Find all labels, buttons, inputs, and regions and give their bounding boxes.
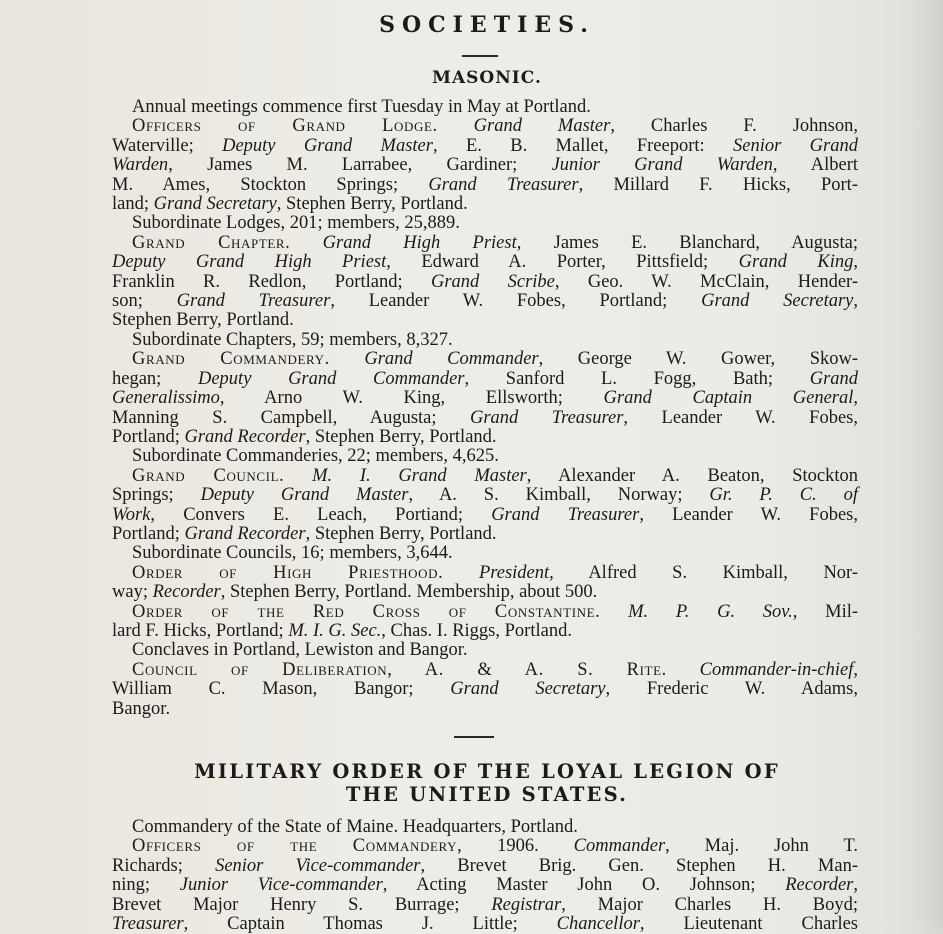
section-heading-loyal-legion: MILITARY ORDER OF THE LOYAL LEGION OF THE UNITED STATES.	[194, 760, 780, 806]
text-line: Stephen Berry, Portland.	[112, 310, 294, 331]
text-line: son; Grand Treasurer, Leander W. Fobes, Portland; Grand Secretary,	[112, 291, 858, 312]
society-name: Officers of Grand Lodge.	[132, 116, 438, 137]
text-line: Springs; Deputy Grand Master, A. S. Kimball, Norway; Gr. P. C. of	[112, 485, 858, 506]
text-line: land; Grand Secretary, Stephen Berry, Portland.	[112, 194, 468, 215]
section-heading-masonic: MASONIC.	[432, 68, 542, 88]
text-line: Grand Chapter. Grand High Priest, James E. Blanchard, Augusta;	[132, 232, 858, 253]
page-title: SOCIETIES.	[379, 12, 595, 38]
society-name: Order of the Red Cross of Constantine.	[132, 601, 601, 622]
text-line: Grand Council. M. I. Grand Master, Alexander A. Beaton, Stockton	[132, 465, 859, 486]
text-line: Annual meetings commence first Tuesday in May at Portland.	[132, 97, 591, 117]
text-line: hegan; Deputy Grand Commander, Sanford L. Fogg, Bath; Grand	[112, 368, 859, 389]
text-line: Officers of the Commandery, 1906. Commander, Maj. John T.	[132, 836, 858, 857]
text-line: Portland; Grand Recorder, Stephen Berry, Portland.	[112, 426, 497, 447]
text-line: Brevet Major Henry S. Burrage; Registrar, Major Charles H. Boyd;	[112, 894, 858, 915]
text-line: Order of the Red Cross of Constantine. M. P. G. Sov., Mil-	[132, 601, 859, 622]
text-line: Portland; Grand Recorder, Stephen Berry, Portland.	[112, 523, 497, 544]
society-name: Grand Chapter.	[132, 232, 291, 253]
text-line: Bangor.	[112, 698, 171, 719]
text-line: ning; Junior Vice-commander, Acting Master John O. Johnson; Recorder,	[112, 875, 858, 896]
text-line: Order of High Priesthood. President, Alfred S. Kimball, Nor-	[132, 562, 859, 583]
society-name: Grand Commandery.	[132, 349, 330, 370]
text-line: Subordinate Commanderies, 22; members, 4,625.	[132, 446, 499, 467]
text-line: Treasurer, Captain Thomas J. Little; Chancellor, Lieutenant Charles	[112, 914, 858, 934]
text-line: Deputy Grand High Priest, Edward A. Porter, Pittsfield; Grand King,	[112, 252, 858, 273]
text-line: Richards; Senior Vice-commander, Brevet Brig. Gen. Stephen H. Man-	[112, 855, 858, 876]
loyal-legion-section-text	[112, 818, 858, 934]
masonic-section-text	[112, 98, 858, 719]
page-edge-shadow	[907, 0, 943, 927]
society-name: Officers of the Commandery,	[132, 836, 463, 857]
text-line: Manning S. Campbell, Augusta; Grand Treasurer, Leander W. Fobes,	[112, 407, 858, 428]
text-line: Generalissimo, Arno W. King, Ellsworth; Grand Captain General,	[112, 388, 858, 409]
text-line: Conclaves in Portland, Lewiston and Bangor.	[132, 640, 468, 661]
text-line: M. Ames, Stockton Springs; Grand Treasurer, Millard F. Hicks, Port-	[112, 174, 858, 195]
text-line: Warden, James M. Larrabee, Gardiner; Junior Grand Warden, Albert	[112, 155, 858, 176]
section-divider	[454, 736, 494, 738]
text-line: Subordinate Chapters, 59; members, 8,327.	[132, 329, 453, 350]
text-line: Subordinate Councils, 16; members, 3,644.	[132, 543, 453, 564]
text-line: Work, Convers E. Leach, Portiand; Grand Treasurer, Leander W. Fobes,	[112, 504, 858, 525]
text-line: way; Recorder, Stephen Berry, Portland. Membership, about 500.	[112, 582, 598, 603]
text-line: Grand Commandery. Grand Commander, George W. Gower, Skow-	[132, 349, 858, 370]
society-name: Order of High Priesthood.	[132, 562, 444, 583]
title-divider	[462, 55, 498, 57]
society-name: Grand Council.	[132, 465, 285, 486]
text-line: William C. Mason, Bangor; Grand Secretary, Frederic W. Adams,	[112, 679, 859, 700]
society-name: Council of Deliberation, A. & A. S. Rite.	[132, 659, 667, 680]
text-line: Subordinate Lodges, 201; members, 25,889.	[132, 213, 460, 234]
text-line: Officers of Grand Lodge. Grand Master, Charles F. Johnson,	[132, 116, 858, 137]
text-line: Council of Deliberation, A. & A. S. Rite. Commander-in-chief,	[132, 659, 859, 680]
text-line: Franklin R. Redlon, Portland; Grand Scribe, Geo. W. McClain, Hender-	[112, 271, 858, 292]
text-line: lard F. Hicks, Portland; M. I. G. Sec., Chas. I. Riggs, Portland.	[112, 620, 572, 641]
text-line: Commandery of the State of Maine. Headquarters, Portland.	[132, 817, 578, 837]
text-line: Waterville; Deputy Grand Master, E. B. Mallet, Freeport: Senior Grand	[112, 135, 858, 156]
